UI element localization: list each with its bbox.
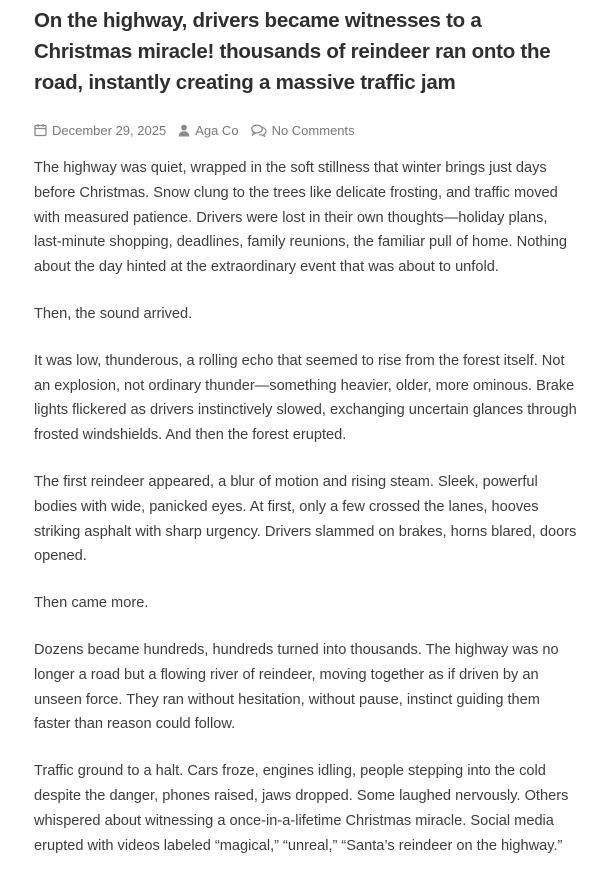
article-paragraph: The first reindeer appeared, a blur of motion and rising steam. Sleek, powerful bodies with wide, panicked eyes. At first, only a few crossed the lanes, hooves striking asphalt with sharp urgency. Drivers slammed on brakes, horns blared, doors opened. [34,473,577,565]
article-title: On the highway, drivers became witnesses to a Christmas miracle! thousands of reindeer ran onto the road, instantly creating a massive traffic jam [34,9,551,94]
article-paragraph: The highway was quiet, wrapped in the soft stillness that winter brings just days before Christmas. Snow clung to the trees like delicate frosting, and traffic moved with measured patience. Drivers were lost in their own thoughts—holiday plans, last-minute shopping, deadlines, family reunions, the familiar pull of home. Nothing about the day hinted at the extraordinary event that was about to unfold. [34,160,567,276]
user-icon [178,124,190,137]
article-paragraph: Then came more. [34,595,149,612]
article [34,0,579,880]
comments-icon [251,124,267,137]
article-body [34,156,579,858]
article-paragraph: Then, the sound arrived. [34,305,193,322]
article-paragraph: Dozens became hundreds, hundreds turned into thousands. The highway was no longer a road but a flowing river of reindeer, moving together as if driven by an unseen force. They ran without hesitation, without pause, instinct guiding them faster than reason could follow. [34,641,559,733]
post-comments-link[interactable]: No Comments [271,122,355,138]
post-author [178,123,238,138]
article-paragraph: Traffic ground to a halt. Cars froze, engines idling, people stepping into the cold despite the danger, phones raised, jaws dropped. Some laughed nervously. Others whispered about witnessing a once-in-a-lifetime Christmas miracle. Social media erupted with videos labeled “magical,” “unreal,” “Santa’s reindeer on the highway.” [34,763,569,854]
post-author-link[interactable]: Aga Co [195,122,239,138]
calendar-icon [34,123,47,137]
post-date-link[interactable]: December 29, 2025 [52,122,167,138]
post-date [34,123,166,138]
post-meta [34,121,579,139]
post-comments [251,123,355,138]
article-paragraph: It was low, thunderous, a rolling echo that seemed to rise from the forest itself. Not an explosion, not ordinary thunder—something heavier, older, more ominous. Brake lights flickered as drivers instinctively slowed, exchanging uncertain glances through frosted windshields. And then the forest erupted. [34,352,577,444]
